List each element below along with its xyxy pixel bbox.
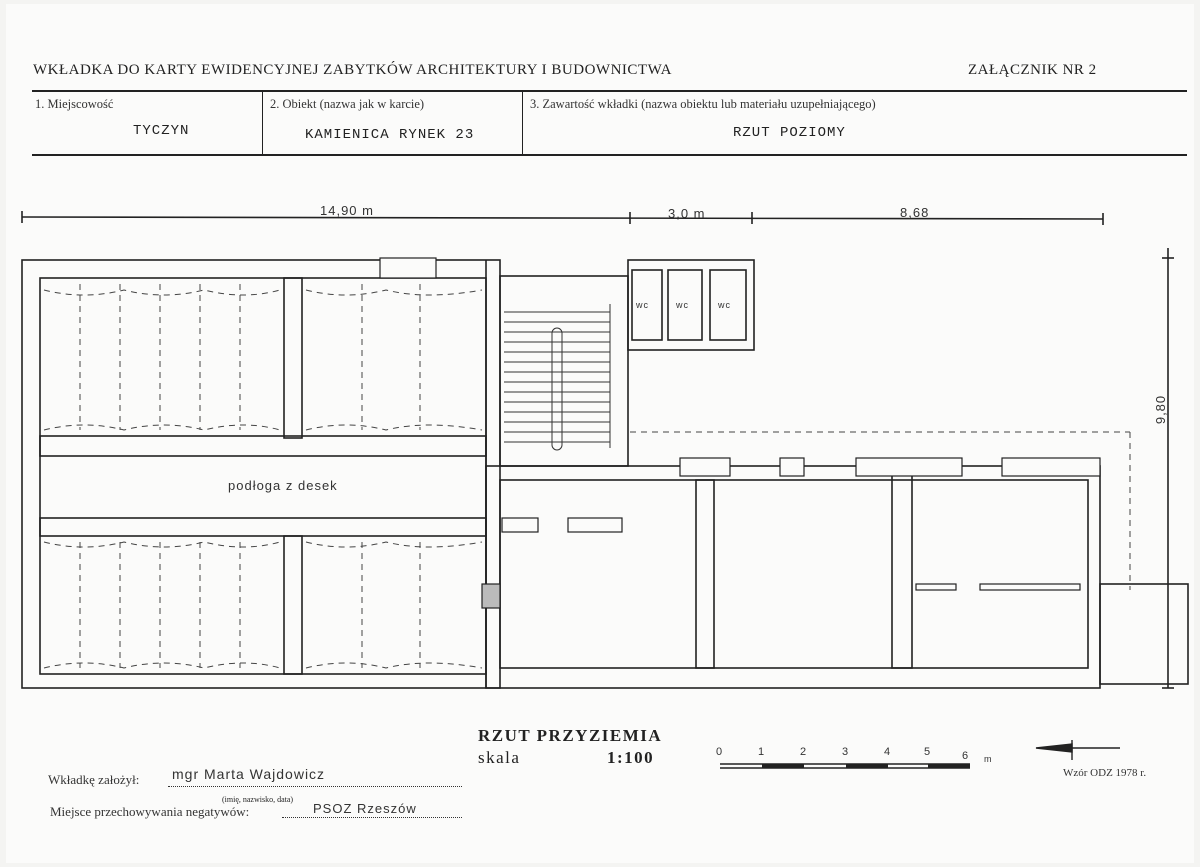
wc-label-1: wc [636,300,649,310]
wc-label-2: wc [676,300,689,310]
object-value: KAMIENICA RYNEK 23 [305,127,475,143]
dimension-width-1: 14,90 m [320,203,374,218]
content-value: RZUT POZIOMY [733,125,846,141]
corridor-note: podłoga z desek [228,478,338,493]
storage-label: Miejsce przechowywania negatywów: [50,804,250,819]
dimension-width-3: 8,68 [900,205,930,220]
wc-label-3: wc [718,300,731,310]
plan-title: RZUT PRZYZIEMIA [478,726,663,745]
locality-value: TYCZYN [133,123,190,139]
scale-tick-3: 3 [842,746,850,758]
form-note: Wzór ODZ 1978 r. [1063,767,1147,779]
content-label: 3. Zawartość wkładki (nazwa obiektu lub materiału uzupełniającego) [530,97,876,111]
scale-tick-0: 0 [716,746,724,758]
locality-label: 1. Miejscowość [35,97,114,111]
storage-value: PSOZ Rzeszów [313,801,417,816]
object-label: 2. Obiekt (nazwa jak w karcie) [270,97,425,111]
scale-label: skala [478,748,521,767]
scale-tick-4: 4 [884,746,892,758]
scale-unit: m [984,754,993,764]
dimension-width-2: 3,0 m [668,206,706,221]
scale-value: 1:100 [607,748,655,767]
author-value: mgr Marta Wajdowicz [172,766,326,782]
author-hint: (imię, nazwisko, data) [222,795,294,804]
document-title: WKŁADKA DO KARTY EWIDENCYJNEJ ZABYTKÓW ARCHITEKTURY I BUDOWNICTWA [33,62,672,78]
attachment-number: ZAŁĄCZNIK NR 2 [968,62,1097,78]
scale-tick-2: 2 [800,746,808,758]
author-dotted-line [168,786,462,787]
scale-tick-1: 1 [758,746,766,758]
dimension-height: 9,80 [1153,394,1169,425]
storage-dotted-line [282,817,462,818]
scale-tick-6: 6 [962,750,970,762]
author-label: Wkładkę założył: [48,772,140,787]
scale-tick-5: 5 [924,746,932,758]
